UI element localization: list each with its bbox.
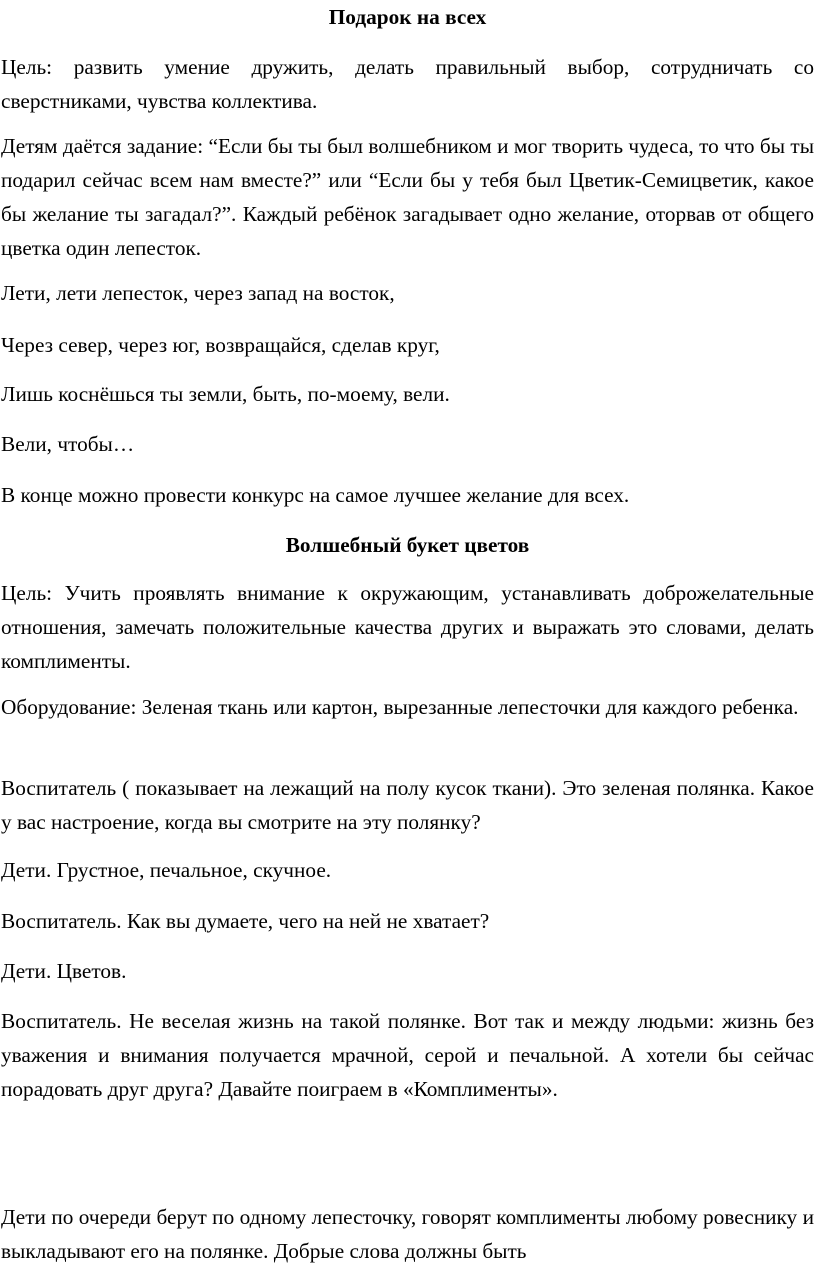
gift-goal-paragraph: Цель: развить умение дружить, делать правильный выбор, сотрудничать со сверстниками, чувства коллектива. bbox=[1, 55, 814, 113]
instruction-paragraph: Дети по очереди берут по одному лепесточку, говорят комплименты любому ровеснику и выкладывают его на полянке. Добрые слова должны быть bbox=[1, 1205, 814, 1263]
dialogue-children-1: Дети. Грустное, печальное, скучное. bbox=[1, 858, 332, 882]
section-title-bouquet: Волшебный букет цветов bbox=[285, 533, 530, 557]
section-title-gift: Подарок на всех bbox=[328, 5, 487, 29]
dialogue-children-2: Дети. Цветов. bbox=[1, 959, 127, 983]
poem-line-2: Через север, через юг, возвращайся, сделав круг, bbox=[1, 333, 440, 357]
equipment-paragraph: Оборудование: Зеленая ткань или картон, вырезанные лепесточки для каждого ребенка. bbox=[1, 695, 799, 719]
dialogue-teacher-2: Воспитатель. Как вы думаете, чего на ней не хватает? bbox=[1, 909, 490, 933]
gift-task-paragraph: Детям даётся задание: “Если бы ты был волшебником и мог творить чудеса, то что бы ты подарил сейчас всем нам вместе?” или “Если бы у тебя был Цветик-Семицветик, какое бы желание ты загадал?”. Каждый ребёнок загадывает одно желание, оторвав от общего цветка один лепесток. bbox=[1, 134, 814, 260]
gift-ending-paragraph: В конце можно провести конкурс на самое лучшее желание для всех. bbox=[1, 483, 630, 507]
poem-line-1: Лети, лети лепесток, через запад на восток, bbox=[1, 281, 395, 305]
dialogue-teacher-3: Воспитатель. Не веселая жизнь на такой полянке. Вот так и между людьми: жизнь без уважения и внимания получается мрачной, серой и печальной. А хотели бы сейчас порадовать друг друга? Давайте поиграем в «Комплименты». bbox=[1, 1009, 814, 1101]
poem-line-4: Вели, чтобы… bbox=[1, 432, 135, 456]
poem-line-3: Лишь коснёшься ты земли, быть, по-моему, вели. bbox=[1, 382, 450, 406]
dialogue-teacher-1: Воспитатель ( показывает на лежащий на полу кусок ткани). Это зеленая полянка. Какое у вас настроение, когда вы смотрите на эту полянку? bbox=[1, 776, 814, 834]
bouquet-goal-paragraph: Цель: Учить проявлять внимание к окружающим, устанавливать доброжелательные отношения, замечать положительные качества других и выражать это словами, делать комплименты. bbox=[1, 581, 814, 673]
